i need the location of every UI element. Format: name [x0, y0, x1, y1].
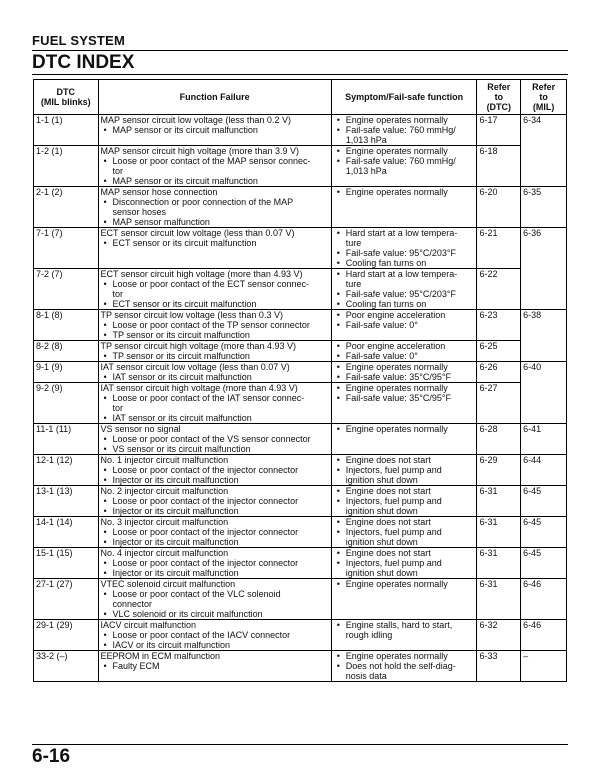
bullet-item: • Loose or poor contact of the VS sensor connector — [101, 434, 329, 444]
cell-symptom — [331, 548, 477, 579]
bullet-item: • Fail-safe value: 95°C/203°F — [334, 289, 475, 299]
cell-refer-mil: 6-40 — [521, 362, 567, 424]
bullet-item: • Loose or poor contact of the injector connector — [101, 496, 329, 506]
cell-dtc: 8-2 (8) — [34, 341, 99, 362]
bullet-item: • Engine does not start — [334, 517, 475, 527]
cell-refer-dtc: 6-17 — [477, 115, 521, 146]
cell-line: nosis data — [345, 671, 387, 681]
cell-line: VTEC solenoid circuit malfunction — [100, 579, 236, 589]
cell-line: No. 4 injector circuit malfunction — [100, 548, 229, 558]
cell-dtc: 2-1 (2) — [34, 187, 99, 228]
cell-symptom — [331, 228, 477, 269]
cell-refer-mil: 6-36 — [521, 228, 567, 310]
cell-refer-mil: 6-45 — [521, 517, 567, 548]
table-row — [34, 383, 567, 424]
cell-refer-dtc: 6-32 — [477, 620, 521, 651]
bullet-item: • Cooling fan turns on — [334, 299, 475, 309]
cell-failure — [98, 341, 331, 362]
section-title: FUEL SYSTEM — [32, 33, 125, 48]
bullet-item: • Fail-safe value: 0° — [334, 320, 475, 330]
cell-refer-dtc: 6-27 — [477, 383, 521, 424]
cell-line: IACV circuit malfunction — [100, 620, 197, 630]
footer-rule — [32, 744, 568, 745]
cell-line: ignition shut down — [345, 506, 418, 516]
cell-failure — [98, 187, 331, 228]
header-refer-mil — [521, 80, 567, 115]
header-dtc — [34, 80, 99, 115]
cell-line: ture — [345, 238, 362, 248]
bullet-item: • Injectors, fuel pump and — [334, 558, 475, 568]
cell-refer-mil: 6-41 — [521, 424, 567, 455]
bullet-item: • Engine stalls, hard to start, — [334, 620, 475, 630]
cell-refer-dtc: 6-22 — [477, 269, 521, 310]
cell-line: ECT sensor circuit low voltage (less than 0.07 V) — [100, 228, 295, 238]
header-line: Function Failure — [179, 92, 250, 102]
cell-failure — [98, 228, 331, 269]
table-row — [34, 651, 567, 682]
cell-refer-dtc: 6-18 — [477, 146, 521, 187]
bullet-item: • Hard start at a low tempera- — [334, 269, 475, 279]
cell-line: IAT sensor circuit high voltage (more than 4.93 V) — [100, 383, 298, 393]
bullet-item: • Loose or poor contact of the MAP sensor connec- — [101, 156, 329, 166]
cell-refer-dtc: 6-33 — [477, 651, 521, 682]
cell-refer-dtc: 6-20 — [477, 187, 521, 228]
cell-line: 1,013 hPa — [345, 166, 387, 176]
cell-line: No. 2 injector circuit malfunction — [100, 486, 229, 496]
bullet-item: • IACV or its circuit malfunction — [101, 640, 329, 650]
cell-refer-dtc: 6-28 — [477, 424, 521, 455]
cell-refer-mil: 6-38 — [521, 310, 567, 362]
cell-symptom — [331, 579, 477, 620]
cell-dtc: 7-2 (7) — [34, 269, 99, 310]
bullet-item: • Faulty ECM — [101, 661, 329, 671]
cell-refer-mil: 6-34 — [521, 115, 567, 187]
cell-line: tor — [112, 166, 124, 176]
cell-failure — [98, 455, 331, 486]
bullet-item: • VLC solenoid or its circuit malfunction — [101, 609, 329, 619]
cell-line: MAP sensor circuit high voltage (more than 3.9 V) — [100, 146, 299, 156]
cell-symptom — [331, 362, 477, 383]
table-row — [34, 424, 567, 455]
cell-dtc: 9-2 (9) — [34, 383, 99, 424]
bullet-item: • Engine operates normally — [334, 362, 475, 372]
bullet-item: • Loose or poor contact of the IAT sensor connec- — [101, 393, 329, 403]
bullet-item: • Injector or its circuit malfunction — [101, 506, 329, 516]
bullet-item: • Poor engine acceleration — [334, 341, 475, 351]
bullet-item: • Disconnection or poor connection of the MAP — [101, 197, 329, 207]
bullet-item: • VS sensor or its circuit malfunction — [101, 444, 329, 454]
cell-refer-dtc: 6-29 — [477, 455, 521, 486]
cell-line: EEPROM in ECM malfunction — [100, 651, 221, 661]
cell-failure — [98, 579, 331, 620]
cell-symptom — [331, 620, 477, 651]
cell-failure — [98, 517, 331, 548]
cell-line: ignition shut down — [345, 475, 418, 485]
cell-refer-mil: 6-45 — [521, 548, 567, 579]
cell-failure — [98, 115, 331, 146]
cell-symptom — [331, 187, 477, 228]
cell-line: tor — [112, 289, 124, 299]
cell-line: rough idling — [345, 630, 393, 640]
cell-failure — [98, 548, 331, 579]
cell-symptom — [331, 115, 477, 146]
bullet-item: • Engine operates normally — [334, 115, 475, 125]
cell-failure — [98, 486, 331, 517]
bullet-item: • Fail-safe value: 760 mmHg/ — [334, 125, 475, 135]
dtc-index-table — [33, 79, 567, 682]
cell-refer-dtc: 6-23 — [477, 310, 521, 341]
bullet-item: • Injector or its circuit malfunction — [101, 475, 329, 485]
header-line: (MIL blinks) — [40, 97, 91, 107]
bullet-item: • Loose or poor contact of the injector connector — [101, 558, 329, 568]
cell-line: ignition shut down — [345, 568, 418, 578]
bullet-item: • Engine operates normally — [334, 146, 475, 156]
header-line: Refer — [532, 82, 556, 92]
table-body — [34, 115, 567, 682]
bullet-item: • Loose or poor contact of the VLC solenoid — [101, 589, 329, 599]
cell-refer-mil: – — [521, 651, 567, 682]
cell-line: MAP sensor hose connection — [100, 187, 218, 197]
cell-refer-dtc: 6-31 — [477, 579, 521, 620]
bullet-item: • Injectors, fuel pump and — [334, 496, 475, 506]
cell-dtc: 7-1 (7) — [34, 228, 99, 269]
header-line: Refer — [487, 82, 511, 92]
cell-failure — [98, 362, 331, 383]
table-row — [34, 517, 567, 548]
bullet-item: • Loose or poor contact of the TP sensor connector — [101, 320, 329, 330]
table-row — [34, 341, 567, 362]
bullet-item: • Loose or poor contact of the ECT sensor connec- — [101, 279, 329, 289]
cell-line: ignition shut down — [345, 537, 418, 547]
cell-symptom — [331, 269, 477, 310]
header-line: DTC — [56, 87, 76, 97]
bullet-item: • MAP sensor or its circuit malfunction — [101, 176, 329, 186]
table-row — [34, 486, 567, 517]
cell-symptom — [331, 651, 477, 682]
cell-dtc: 15-1 (15) — [34, 548, 99, 579]
bullet-item: • Loose or poor contact of the injector connector — [101, 465, 329, 475]
cell-symptom — [331, 517, 477, 548]
cell-dtc: 8-1 (8) — [34, 310, 99, 341]
bullet-item: • Engine operates normally — [334, 424, 475, 434]
bullet-item: • Hard start at a low tempera- — [334, 228, 475, 238]
bullet-item: • TP sensor or its circuit malfunction — [101, 351, 329, 361]
cell-refer-dtc: 6-25 — [477, 341, 521, 362]
table-row — [34, 115, 567, 146]
cell-line: TP sensor circuit low voltage (less than 0.3 V) — [100, 310, 283, 320]
table-row — [34, 362, 567, 383]
bullet-item: • Fail-safe value: 760 mmHg/ — [334, 156, 475, 166]
cell-failure — [98, 146, 331, 187]
header-function-failure — [98, 80, 331, 115]
bullet-item: • Engine operates normally — [334, 651, 475, 661]
bullet-item: • Engine does not start — [334, 486, 475, 496]
cell-refer-mil: 6-45 — [521, 486, 567, 517]
cell-refer-mil: 6-35 — [521, 187, 567, 228]
table-row — [34, 187, 567, 228]
header-line: to — [494, 92, 504, 102]
bullet-item: • Engine operates normally — [334, 187, 475, 197]
bullet-item: • IAT sensor or its circuit malfunction — [101, 372, 329, 382]
cell-failure — [98, 651, 331, 682]
cell-dtc: 27-1 (27) — [34, 579, 99, 620]
bullet-item: • Engine operates normally — [334, 579, 475, 589]
header-line: (DTC) — [486, 102, 512, 112]
cell-line: tor — [112, 403, 124, 413]
cell-refer-dtc: 6-31 — [477, 517, 521, 548]
cell-dtc: 29-1 (29) — [34, 620, 99, 651]
cell-line: No. 1 injector circuit malfunction — [100, 455, 229, 465]
cell-line: VS sensor no signal — [100, 424, 181, 434]
table-header-row — [34, 80, 567, 115]
cell-symptom — [331, 146, 477, 187]
bullet-item: • ECT sensor or its circuit malfunction — [101, 238, 329, 248]
page-number: 6-16 — [32, 746, 71, 767]
bullet-item: • Does not hold the self-diag- — [334, 661, 475, 671]
bullet-item: • Injectors, fuel pump and — [334, 465, 475, 475]
bullet-item: • Fail-safe value: 35°C/95°F — [334, 372, 475, 382]
cell-dtc: 14-1 (14) — [34, 517, 99, 548]
table-row — [34, 579, 567, 620]
bullet-item: • Fail-safe value: 95°C/203°F — [334, 248, 475, 258]
bullet-item: • Loose or poor contact of the IACV connector — [101, 630, 329, 640]
title-rule — [32, 74, 568, 75]
cell-line: TP sensor circuit high voltage (more than 4.93 V) — [100, 341, 296, 351]
header-line: to — [539, 92, 548, 102]
cell-symptom — [331, 486, 477, 517]
cell-refer-mil: 6-46 — [521, 579, 567, 620]
cell-line: MAP sensor circuit low voltage (less than 0.2 V) — [100, 115, 291, 125]
bullet-item: • MAP sensor malfunction — [101, 217, 329, 227]
cell-dtc: 11-1 (11) — [34, 424, 99, 455]
bullet-item: • Injector or its circuit malfunction — [101, 568, 329, 578]
bullet-item: • Fail-safe value: 0° — [334, 351, 475, 361]
cell-symptom — [331, 341, 477, 362]
cell-dtc: 13-1 (13) — [34, 486, 99, 517]
header-symptom — [331, 80, 477, 115]
cell-line: 1,013 hPa — [345, 135, 387, 145]
cell-symptom — [331, 383, 477, 424]
header-line: Symptom/Fail-safe function — [345, 92, 464, 102]
cell-line: IAT sensor circuit low voltage (less than 0.07 V) — [100, 362, 290, 372]
cell-failure — [98, 310, 331, 341]
table-row — [34, 620, 567, 651]
table-row — [34, 228, 567, 269]
bullet-item: • Injector or its circuit malfunction — [101, 537, 329, 547]
table-row — [34, 310, 567, 341]
cell-symptom — [331, 310, 477, 341]
bullet-item: • Engine operates normally — [334, 383, 475, 393]
cell-dtc: 33-2 (–) — [34, 651, 99, 682]
bullet-item: • IAT sensor or its circuit malfunction — [101, 413, 329, 423]
bullet-item: • Engine does not start — [334, 548, 475, 558]
table-row — [34, 146, 567, 187]
table-row — [34, 548, 567, 579]
cell-refer-mil: 6-44 — [521, 455, 567, 486]
cell-symptom — [331, 424, 477, 455]
cell-dtc: 9-1 (9) — [34, 362, 99, 383]
cell-refer-dtc: 6-26 — [477, 362, 521, 383]
cell-line: connector — [112, 599, 153, 609]
cell-symptom — [331, 455, 477, 486]
table-row — [34, 269, 567, 310]
cell-line: No. 3 injector circuit malfunction — [100, 517, 229, 527]
cell-line: ture — [345, 279, 362, 289]
cell-line: sensor hoses — [112, 207, 167, 217]
cell-failure — [98, 383, 331, 424]
cell-refer-dtc: 6-31 — [477, 548, 521, 579]
cell-failure — [98, 620, 331, 651]
bullet-item: • TP sensor or its circuit malfunction — [101, 330, 329, 340]
bullet-item: • Engine does not start — [334, 455, 475, 465]
page-title: DTC INDEX — [32, 52, 135, 73]
cell-dtc: 1-1 (1) — [34, 115, 99, 146]
header-rule — [32, 50, 568, 51]
bullet-item: • Injectors, fuel pump and — [334, 527, 475, 537]
table-row — [34, 455, 567, 486]
header-line: (MIL) — [532, 102, 555, 112]
cell-line: ECT sensor circuit high voltage (more than 4.93 V) — [100, 269, 303, 279]
cell-refer-dtc: 6-31 — [477, 486, 521, 517]
cell-dtc: 12-1 (12) — [34, 455, 99, 486]
bullet-item: • Fail-safe value: 35°C/95°F — [334, 393, 475, 403]
header-refer-dtc — [477, 80, 521, 115]
cell-failure — [98, 424, 331, 455]
bullet-item: • Cooling fan turns on — [334, 258, 475, 268]
bullet-item: • ECT sensor or its circuit malfunction — [101, 299, 329, 309]
cell-failure — [98, 269, 331, 310]
cell-dtc: 1-2 (1) — [34, 146, 99, 187]
cell-refer-dtc: 6-21 — [477, 228, 521, 269]
bullet-item: • MAP sensor or its circuit malfunction — [101, 125, 329, 135]
bullet-item: • Poor engine acceleration — [334, 310, 475, 320]
bullet-item: • Loose or poor contact of the injector connector — [101, 527, 329, 537]
cell-refer-mil: 6-46 — [521, 620, 567, 651]
